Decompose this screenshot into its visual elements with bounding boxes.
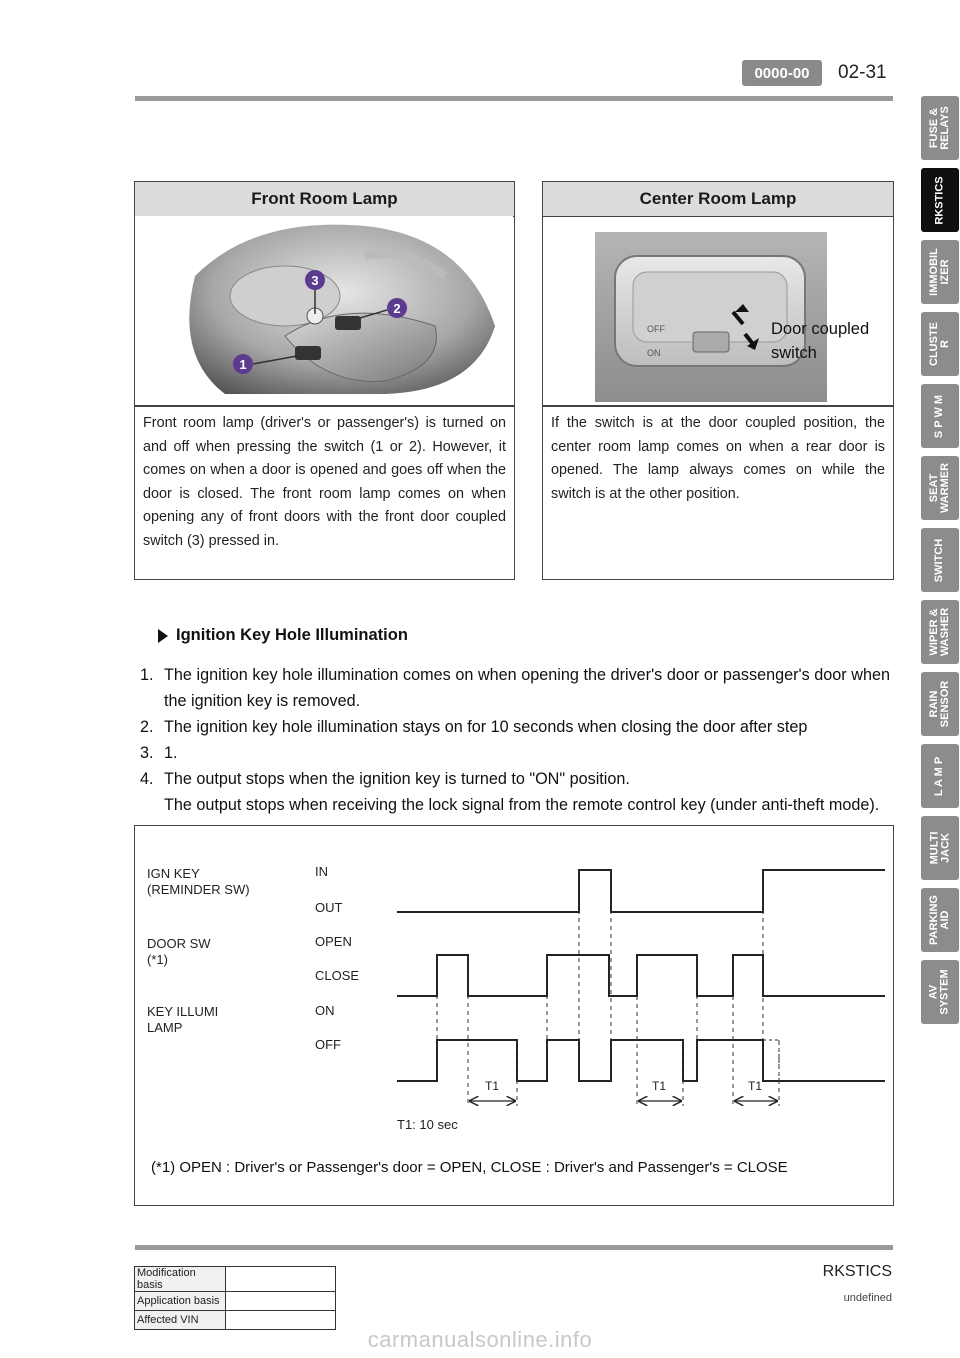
chapter-tab[interactable] <box>921 600 959 664</box>
list-item-number: 4. <box>140 770 154 788</box>
front-room-lamp-title: Front Room Lamp <box>135 182 514 217</box>
image-divider <box>543 405 893 407</box>
table-row <box>135 1292 336 1311</box>
state-label-close: CLOSE <box>315 968 360 983</box>
callout-1-label: 1 <box>239 357 247 372</box>
ign-key-waveform <box>397 870 885 912</box>
chapter-tab[interactable] <box>921 384 959 448</box>
chapter-tab-label: IMMOBIL IZER <box>928 248 952 296</box>
list-item <box>140 792 890 818</box>
list-item-text: The output stops when receiving the lock signal from the remote control key (under anti-theft mode). <box>164 796 880 814</box>
instruction-list <box>140 662 890 818</box>
section-code-badge: 0000-00 <box>742 60 822 86</box>
header-rule <box>135 96 893 101</box>
state-label-out: OUT <box>315 900 343 915</box>
chapter-tab[interactable] <box>921 816 959 880</box>
chapter-tab-label: CLUSTE R <box>928 322 951 366</box>
front-room-lamp-description: Front room lamp (driver's or passenger's) is turned on and off when pressing the switch (1 or 2). However, it comes on when a door is opened and goes off when the door is closed. The front room lamp comes on when opening any of front doors with the front door coupled switch (3) pressed in. <box>143 415 506 549</box>
door-sw-waveform <box>397 955 885 996</box>
chapter-tab-label: L A M P <box>933 756 946 796</box>
triangle-bullet-icon <box>158 629 168 643</box>
state-label-in: IN <box>315 864 328 879</box>
chapter-tab[interactable] <box>921 96 959 160</box>
center-room-lamp-panel <box>542 181 894 580</box>
revision-value <box>226 1267 336 1292</box>
callout-3-label: 3 <box>311 273 319 288</box>
signal-label-door-sw: DOOR SW (*1) <box>147 936 211 967</box>
list-item-text: The output stops when the ignition key is turned to "ON" position. <box>164 770 630 788</box>
chapter-tab-label: PARKING AID <box>928 895 952 945</box>
t1-label-3: T1 <box>747 1079 763 1093</box>
chapter-tab-label: SWITCH <box>933 538 946 582</box>
footer-model: RKSTICS <box>822 1263 892 1280</box>
chapter-tab-label: RKSTICS <box>933 175 946 225</box>
center-room-lamp-photo <box>543 216 892 404</box>
footer-rule <box>135 1245 893 1250</box>
list-item <box>140 740 890 766</box>
chapter-tab[interactable] <box>921 888 959 952</box>
chapter-tab[interactable] <box>921 528 959 592</box>
footer-subtitle: undefined <box>843 1292 892 1304</box>
footnote: (*1) OPEN : Driver's or Passenger's door = OPEN, CLOSE : Driver's and Passenger's = CLOSE <box>151 1159 788 1176</box>
chapter-tab-label: RAIN SENSOR <box>928 680 951 728</box>
t1-label-1: T1 <box>484 1079 500 1093</box>
list-item-text: The ignition key hole illumination stays on for 10 seconds when closing the door after step <box>164 718 808 736</box>
center-room-lamp-description: If the switch is at the door coupled position, the center room lamp comes on when a rear door is opened. The lamp always comes on while the switch is at the other position. <box>551 415 885 502</box>
chapter-tab[interactable] <box>921 456 959 520</box>
revision-label: Affected VIN <box>135 1311 226 1330</box>
revision-label: Modification basis <box>135 1267 226 1292</box>
state-label-on: ON <box>315 1003 335 1018</box>
revision-value <box>226 1292 336 1311</box>
front-room-lamp-panel <box>134 181 515 580</box>
list-item-text: The ignition key hole illumination comes on when opening the driver's door or passenger's door when the ignition key is removed. <box>164 666 890 710</box>
front-room-lamp-photo <box>135 216 513 404</box>
t1-definition: T1: 10 sec <box>397 1117 458 1132</box>
chapter-tab-label: AV SYSTEM <box>928 969 952 1015</box>
chapter-tab[interactable] <box>921 960 959 1024</box>
signal-label-key-illumi: KEY ILLUMI LAMP <box>147 1004 219 1035</box>
timing-diagram <box>134 825 894 1206</box>
state-label-open: OPEN <box>315 934 352 949</box>
list-item <box>140 766 890 792</box>
page-number: 02-31 <box>838 62 887 83</box>
door-coupled-callout-line2: switch <box>771 344 817 362</box>
list-item-number: 1. <box>140 666 154 684</box>
revision-label: Application basis <box>135 1292 226 1311</box>
list-item <box>140 714 890 740</box>
image-divider <box>135 405 514 407</box>
state-label-off: OFF <box>315 1037 341 1052</box>
chapter-tab-label: SEAT WARMER <box>928 462 952 514</box>
list-item <box>140 662 890 714</box>
chapter-tab-label: S P W M <box>933 394 946 438</box>
callout-2-label: 2 <box>393 301 401 316</box>
switch-off-label: OFF <box>647 324 665 334</box>
list-item-number: 2. <box>140 718 154 736</box>
chapter-tab[interactable] <box>921 240 959 304</box>
chapter-tab-label: WIPER & WASHER <box>928 607 951 657</box>
section-title: Ignition Key Hole Illumination <box>176 626 408 644</box>
chapter-tab[interactable] <box>921 672 959 736</box>
door-coupled-callout-line1: Door coupled <box>771 320 870 338</box>
watermark: carmanualsonline.info <box>367 1327 593 1352</box>
table-row <box>135 1267 336 1292</box>
switch-on-label: ON <box>647 348 661 358</box>
center-room-lamp-title: Center Room Lamp <box>543 182 893 217</box>
chapter-tab[interactable] <box>921 744 959 808</box>
section-heading <box>158 626 408 645</box>
list-item-text: 1. <box>164 744 178 762</box>
revision-table <box>134 1266 336 1330</box>
timing-waveforms <box>135 826 892 1204</box>
t1-label-2: T1 <box>651 1079 667 1093</box>
key-lamp-waveform <box>397 1040 885 1081</box>
chapter-tab-label: MULTI JACK <box>927 831 951 865</box>
chapter-tab[interactable] <box>921 312 959 376</box>
chapter-tab[interactable] <box>921 168 959 232</box>
chapter-tab-label: FUSE & RELAYS <box>928 106 952 150</box>
signal-label-ign-key: IGN KEY (REMINDER SW) <box>147 866 250 897</box>
list-item-number: 3. <box>140 744 154 762</box>
